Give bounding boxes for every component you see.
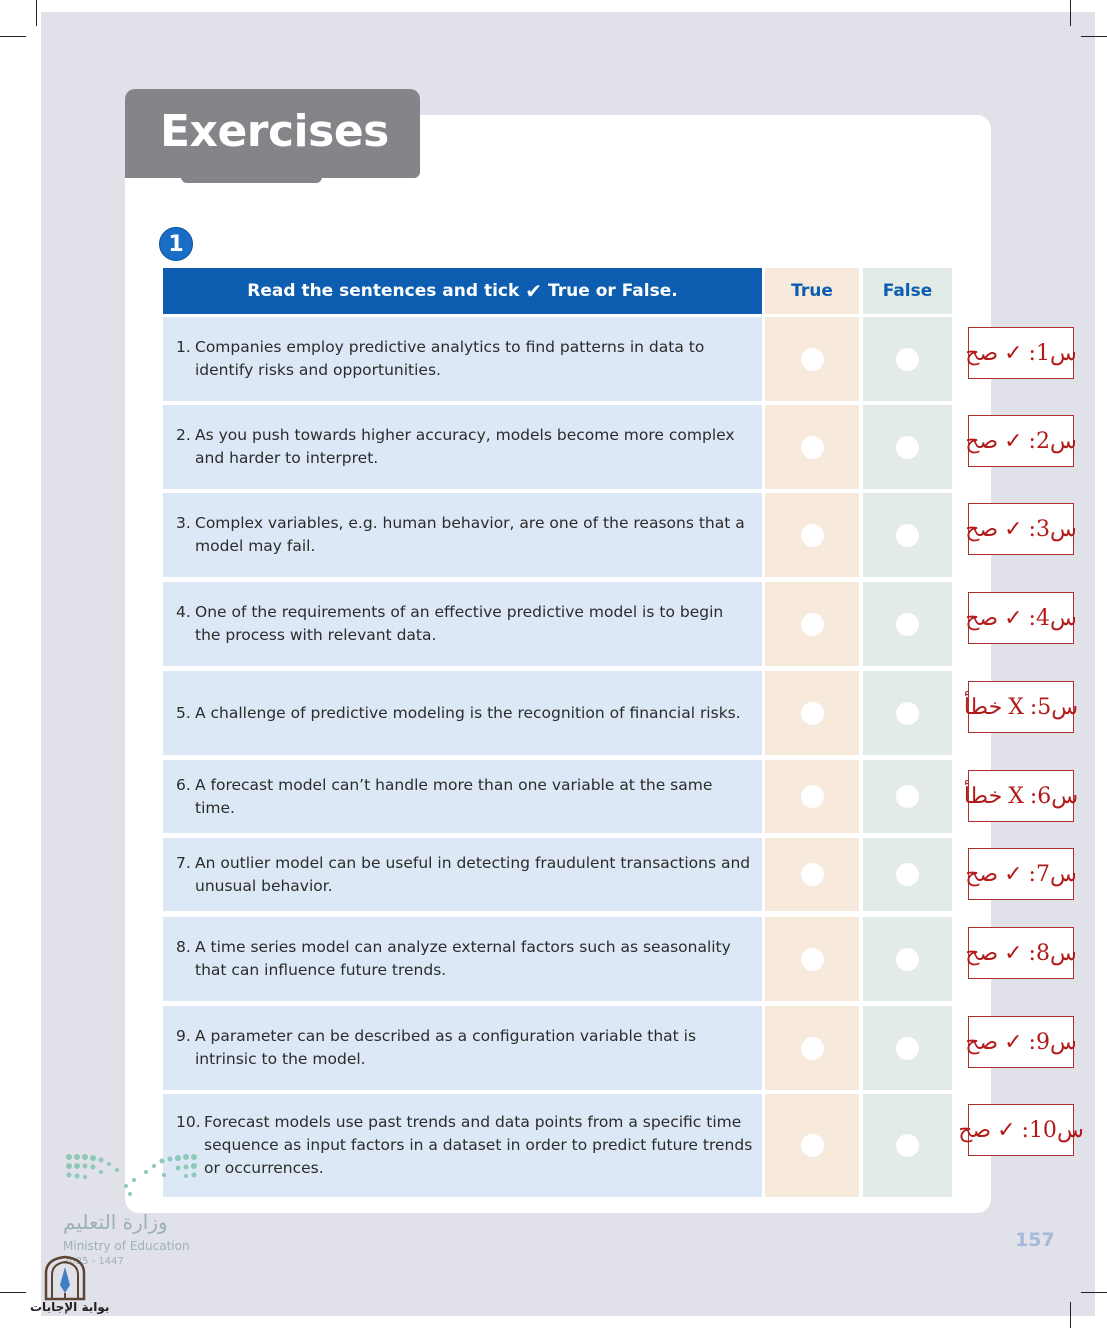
true-radio-button[interactable] xyxy=(801,948,824,971)
false-radio-button[interactable] xyxy=(896,948,919,971)
false-radio-button[interactable] xyxy=(896,436,919,459)
statement-row xyxy=(163,760,762,833)
statement-line: A parameter can be described as a configuration variable that is xyxy=(195,1027,697,1045)
statement-row xyxy=(163,671,762,755)
answer-box xyxy=(965,848,1077,900)
answer-question-label: س7: xyxy=(1028,861,1077,887)
crop-mark xyxy=(0,1292,26,1293)
false-radio-button[interactable] xyxy=(896,613,919,636)
answer-word: خطأ xyxy=(963,783,1003,809)
true-radio-button[interactable] xyxy=(801,863,824,886)
false-cell xyxy=(863,317,952,401)
statement-row xyxy=(163,493,762,577)
answer-word: صح xyxy=(965,428,999,454)
false-column-header: False xyxy=(863,268,952,314)
statement-line: intrinsic to the model. xyxy=(195,1050,366,1068)
statement-number: 4. xyxy=(176,603,191,621)
answer-question-label: س3: xyxy=(1028,516,1077,542)
ministry-logo-dots-icon xyxy=(64,1150,199,1200)
false-radio-button[interactable] xyxy=(896,1037,919,1060)
crop-mark xyxy=(1081,36,1107,37)
checkmark-icon: ✔ xyxy=(525,279,543,303)
statement-number: 3. xyxy=(176,514,191,532)
false-cell xyxy=(863,671,952,755)
answer-box xyxy=(963,770,1079,822)
false-radio-button[interactable] xyxy=(896,348,919,371)
statement-line: A time series model can analyze external factors such as seasonality xyxy=(195,938,731,956)
statement-number: 7. xyxy=(176,853,191,872)
statement-line: sequence as input factors in a dataset in order to predict future trends xyxy=(204,1136,753,1154)
statement-row xyxy=(163,317,762,401)
false-cell xyxy=(863,1006,952,1090)
statement-line: or occurrences. xyxy=(204,1159,324,1177)
statement-line: model may fail. xyxy=(195,537,316,555)
statement-row xyxy=(163,1094,762,1197)
true-radio-button[interactable] xyxy=(801,1134,824,1157)
cross-mark-icon: X xyxy=(1008,783,1024,809)
cross-mark-icon: X xyxy=(1008,694,1024,720)
edition-year: 2025 - 1447 xyxy=(63,1256,124,1267)
answer-word: صح xyxy=(965,861,999,887)
true-radio-button[interactable] xyxy=(801,436,824,459)
statement-line: time. xyxy=(195,798,235,817)
answer-question-label: س6: xyxy=(1029,783,1079,809)
false-cell xyxy=(863,493,952,577)
false-radio-button[interactable] xyxy=(896,524,919,547)
true-cell xyxy=(765,1094,859,1197)
answer-question-label: س9: xyxy=(1028,1029,1077,1055)
exercise-number-badge: 1 xyxy=(159,227,193,261)
true-column-header: True xyxy=(765,268,859,314)
true-cell xyxy=(765,671,859,755)
statement-line: identify risks and opportunities. xyxy=(195,361,441,379)
false-radio-button[interactable] xyxy=(896,785,919,808)
answer-word: صح xyxy=(958,1117,992,1143)
crop-mark xyxy=(36,0,37,26)
statement-text xyxy=(176,1111,752,1180)
true-cell xyxy=(765,1006,859,1090)
page-number: 157 xyxy=(1015,1229,1055,1251)
crop-mark xyxy=(0,36,26,37)
true-cell xyxy=(765,317,859,401)
false-cell xyxy=(863,838,952,911)
true-cell xyxy=(765,582,859,666)
statement-line: and harder to interpret. xyxy=(195,449,379,467)
answer-question-label: س8: xyxy=(1028,940,1077,966)
answer-word: صح xyxy=(965,605,999,631)
true-cell xyxy=(765,493,859,577)
crop-mark xyxy=(1070,1302,1071,1328)
answer-question-label: س2: xyxy=(1028,428,1077,454)
statement-row xyxy=(163,838,762,911)
false-radio-button[interactable] xyxy=(896,863,919,886)
answer-question-label: س10: xyxy=(1021,1117,1084,1143)
check-mark-icon: ✓ xyxy=(1004,428,1023,454)
answer-word: صح xyxy=(965,516,999,542)
statement-row xyxy=(163,405,762,489)
true-cell xyxy=(765,760,859,833)
check-mark-icon: ✓ xyxy=(997,1117,1016,1143)
ministry-name-english: Ministry of Education xyxy=(63,1239,190,1253)
statement-text xyxy=(176,936,731,982)
answer-box xyxy=(965,415,1077,467)
statement-text xyxy=(176,336,704,382)
check-mark-icon: ✓ xyxy=(1004,605,1023,631)
page-title: Exercises xyxy=(160,106,389,157)
statement-line: A challenge of predictive modeling is the recognition of financial risks. xyxy=(195,703,741,722)
statement-text xyxy=(176,702,741,725)
answer-word: صح xyxy=(965,1029,999,1055)
answer-box xyxy=(965,503,1077,555)
answer-box xyxy=(965,327,1077,379)
false-radio-button[interactable] xyxy=(896,1134,919,1157)
statement-line: Forecast models use past trends and data points from a specific time xyxy=(204,1113,742,1131)
true-radio-button[interactable] xyxy=(801,785,824,808)
statement-number: 5. xyxy=(176,703,191,722)
answer-word: صح xyxy=(965,340,999,366)
instruction-text-end: True or False. xyxy=(548,281,678,301)
true-radio-button[interactable] xyxy=(801,1037,824,1060)
statement-text xyxy=(176,774,712,820)
true-cell xyxy=(765,838,859,911)
answer-box xyxy=(965,927,1077,979)
statement-text xyxy=(176,852,750,898)
statement-row xyxy=(163,582,762,666)
statement-text xyxy=(176,512,745,558)
statement-text xyxy=(176,424,735,470)
statement-line: One of the requirements of an effective predictive model is to begin xyxy=(195,603,724,621)
answers-portal-logo-icon xyxy=(40,1255,90,1301)
statement-number: 10. xyxy=(176,1113,201,1131)
statement-number: 1. xyxy=(176,338,191,356)
true-radio-button[interactable] xyxy=(801,524,824,547)
answer-box xyxy=(963,681,1079,733)
check-mark-icon: ✓ xyxy=(1004,1029,1023,1055)
false-cell xyxy=(863,582,952,666)
statement-number: 8. xyxy=(176,938,191,956)
ministry-name-arabic: وزارة التعليم xyxy=(63,1210,168,1234)
statement-row xyxy=(163,1006,762,1090)
statement-line: that can influence future trends. xyxy=(195,961,447,979)
statement-line: An outlier model can be useful in detecting fraudulent transactions and xyxy=(195,853,751,872)
check-mark-icon: ✓ xyxy=(1004,516,1023,542)
check-mark-icon: ✓ xyxy=(1004,861,1023,887)
true-radio-button[interactable] xyxy=(801,613,824,636)
answer-question-label: س4: xyxy=(1028,605,1077,631)
statement-row xyxy=(163,917,762,1001)
statement-line: unusual behavior. xyxy=(195,876,333,895)
table-header-instruction xyxy=(163,268,762,314)
statement-number: 6. xyxy=(176,775,191,794)
statement-line: As you push towards higher accuracy, models become more complex xyxy=(195,426,735,444)
statement-line: Companies employ predictive analytics to find patterns in data to xyxy=(195,338,705,356)
crop-mark xyxy=(1081,1292,1107,1293)
instruction-text: Read the sentences and tick xyxy=(247,281,520,301)
answer-word: خطأ xyxy=(963,694,1003,720)
statement-number: 9. xyxy=(176,1027,191,1045)
answer-question-label: س5: xyxy=(1029,694,1079,720)
true-cell xyxy=(765,405,859,489)
statement-line: Complex variables, e.g. human behavior, are one of the reasons that a xyxy=(195,514,745,532)
answer-box xyxy=(958,1104,1084,1156)
true-radio-button[interactable] xyxy=(801,348,824,371)
title-tab-notch xyxy=(181,172,322,183)
check-mark-icon: ✓ xyxy=(1004,940,1023,966)
crop-mark xyxy=(1070,0,1071,26)
answer-question-label: س1: xyxy=(1028,340,1077,366)
false-cell xyxy=(863,760,952,833)
false-cell xyxy=(863,1094,952,1197)
statement-line: the process with relevant data. xyxy=(195,626,437,644)
true-radio-button[interactable] xyxy=(801,702,824,725)
statement-text xyxy=(176,1025,696,1071)
false-cell xyxy=(863,917,952,1001)
false-cell xyxy=(863,405,952,489)
answers-portal-name: بوابة الإجابات xyxy=(30,1300,110,1314)
false-radio-button[interactable] xyxy=(896,702,919,725)
statement-text xyxy=(176,601,723,647)
answer-box xyxy=(965,592,1077,644)
check-mark-icon: ✓ xyxy=(1004,340,1023,366)
statement-number: 2. xyxy=(176,426,191,444)
answer-box xyxy=(965,1016,1077,1068)
statement-line: A forecast model can’t handle more than one variable at the same xyxy=(195,775,713,794)
true-cell xyxy=(765,917,859,1001)
answer-word: صح xyxy=(965,940,999,966)
